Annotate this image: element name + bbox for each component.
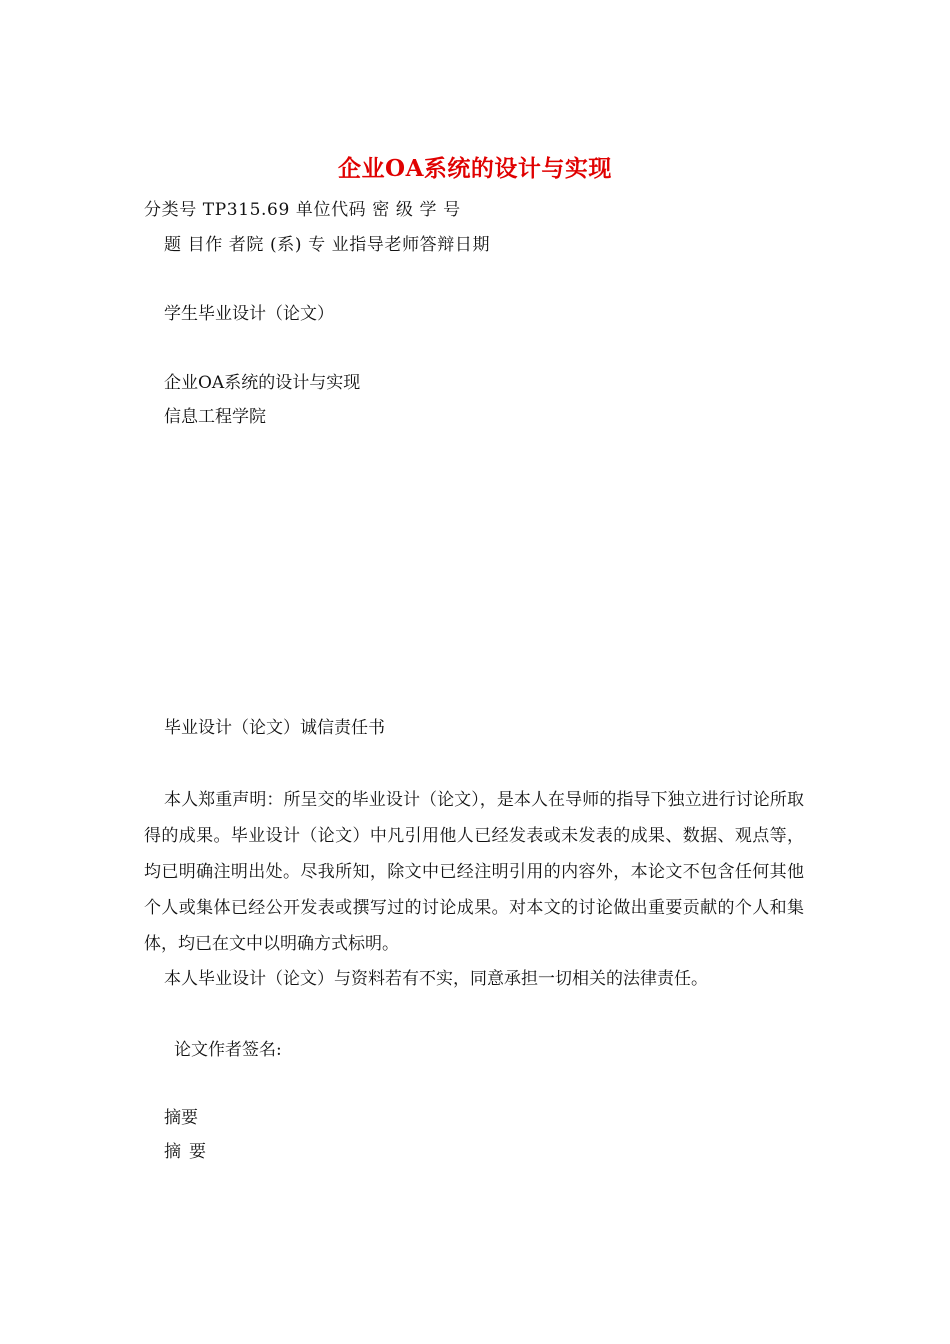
thesis-label: 学生毕业设计（论文） <box>164 304 334 324</box>
thesis-topic: 企业OA系统的设计与实现 <box>164 373 361 393</box>
college-name: 信息工程学院 <box>164 407 266 427</box>
abstract-heading-spaced: 摘要 <box>164 1142 214 1162</box>
abstract-heading: 摘要 <box>164 1108 198 1128</box>
declaration-paragraph: 本人郑重声明：所呈交的毕业设计（论文），是本人在导师的指导下独立进行讨论所取得的成果。毕业设计（论文）中凡引用他人已经发表或未发表的成果、数据、观点等，均已明确注明出处。尽我所知，除文中已经注明引用的内容外，本论文不包含任何其他个人或集体已经公开发表或撰写过的讨论成果。对本文的讨论做出重要贡献的个人和集体，均已在文中以明确方式标明。 <box>144 790 804 954</box>
fields-line: 题 目作 者院 (系) 专 业指导老师答辩日期 <box>164 235 491 255</box>
agreement-paragraph: 本人毕业设计（论文）与资料若有不实，同意承担一切相关的法律责任。 <box>164 969 708 989</box>
signature-label: 论文作者签名: <box>174 1040 282 1060</box>
classification-line: 分类号 TP315.69 单位代码 密 级 学 号 <box>144 200 461 220</box>
integrity-title: 毕业设计（论文）诚信责任书 <box>164 718 385 738</box>
document-title: 企业OA系统的设计与实现 <box>338 155 612 182</box>
